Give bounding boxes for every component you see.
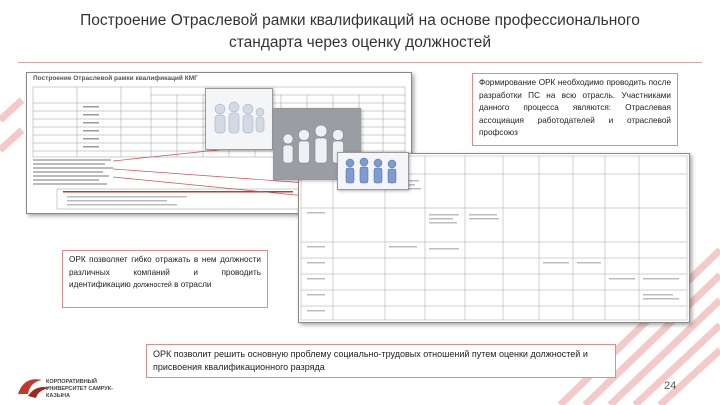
title-line-1: Построение Отраслевой рамки квалификаций на основе профессионального [80, 12, 640, 29]
people-blue-icon [338, 153, 408, 189]
page-number: 24 [664, 380, 677, 392]
callout-formation: Формирование ОРК необходимо проводить после разработки ПС на всю отрасль. Участниками данного процесса являются: Отраслевая ассоциация работодателей и отраслевой профсоюз [472, 73, 678, 146]
people-blue-illustration [337, 152, 409, 190]
logo-text: КОРПОРАТИВНЫЙ УНИВЕРСИТЕТ САМРУК-КАЗЫНА [46, 379, 113, 399]
page-title [20, 10, 700, 54]
callout-flexibility-small-word: должностей [133, 282, 172, 290]
people-group-illustration [205, 88, 273, 150]
title-line-2: стандарта через оценку должностей [228, 34, 492, 51]
people-group-icon [206, 89, 272, 149]
title-divider [18, 62, 702, 63]
callout-flexibility [62, 250, 268, 308]
callout-flexibility-text-b: в отрасли [171, 280, 212, 290]
callout-solution: ОРК позволит решить основную проблему социально-трудовых отношений путем оценки должностей и присвоения квалификационного разряда [146, 344, 616, 378]
callout-flexibility-text-a: ОРК позволяет гибко отражать в нем должности различных компаний и проводить идентификацию [69, 255, 261, 290]
ork-framework-title: Построение Отраслевой рамки квалификаций КМГ [33, 75, 198, 82]
